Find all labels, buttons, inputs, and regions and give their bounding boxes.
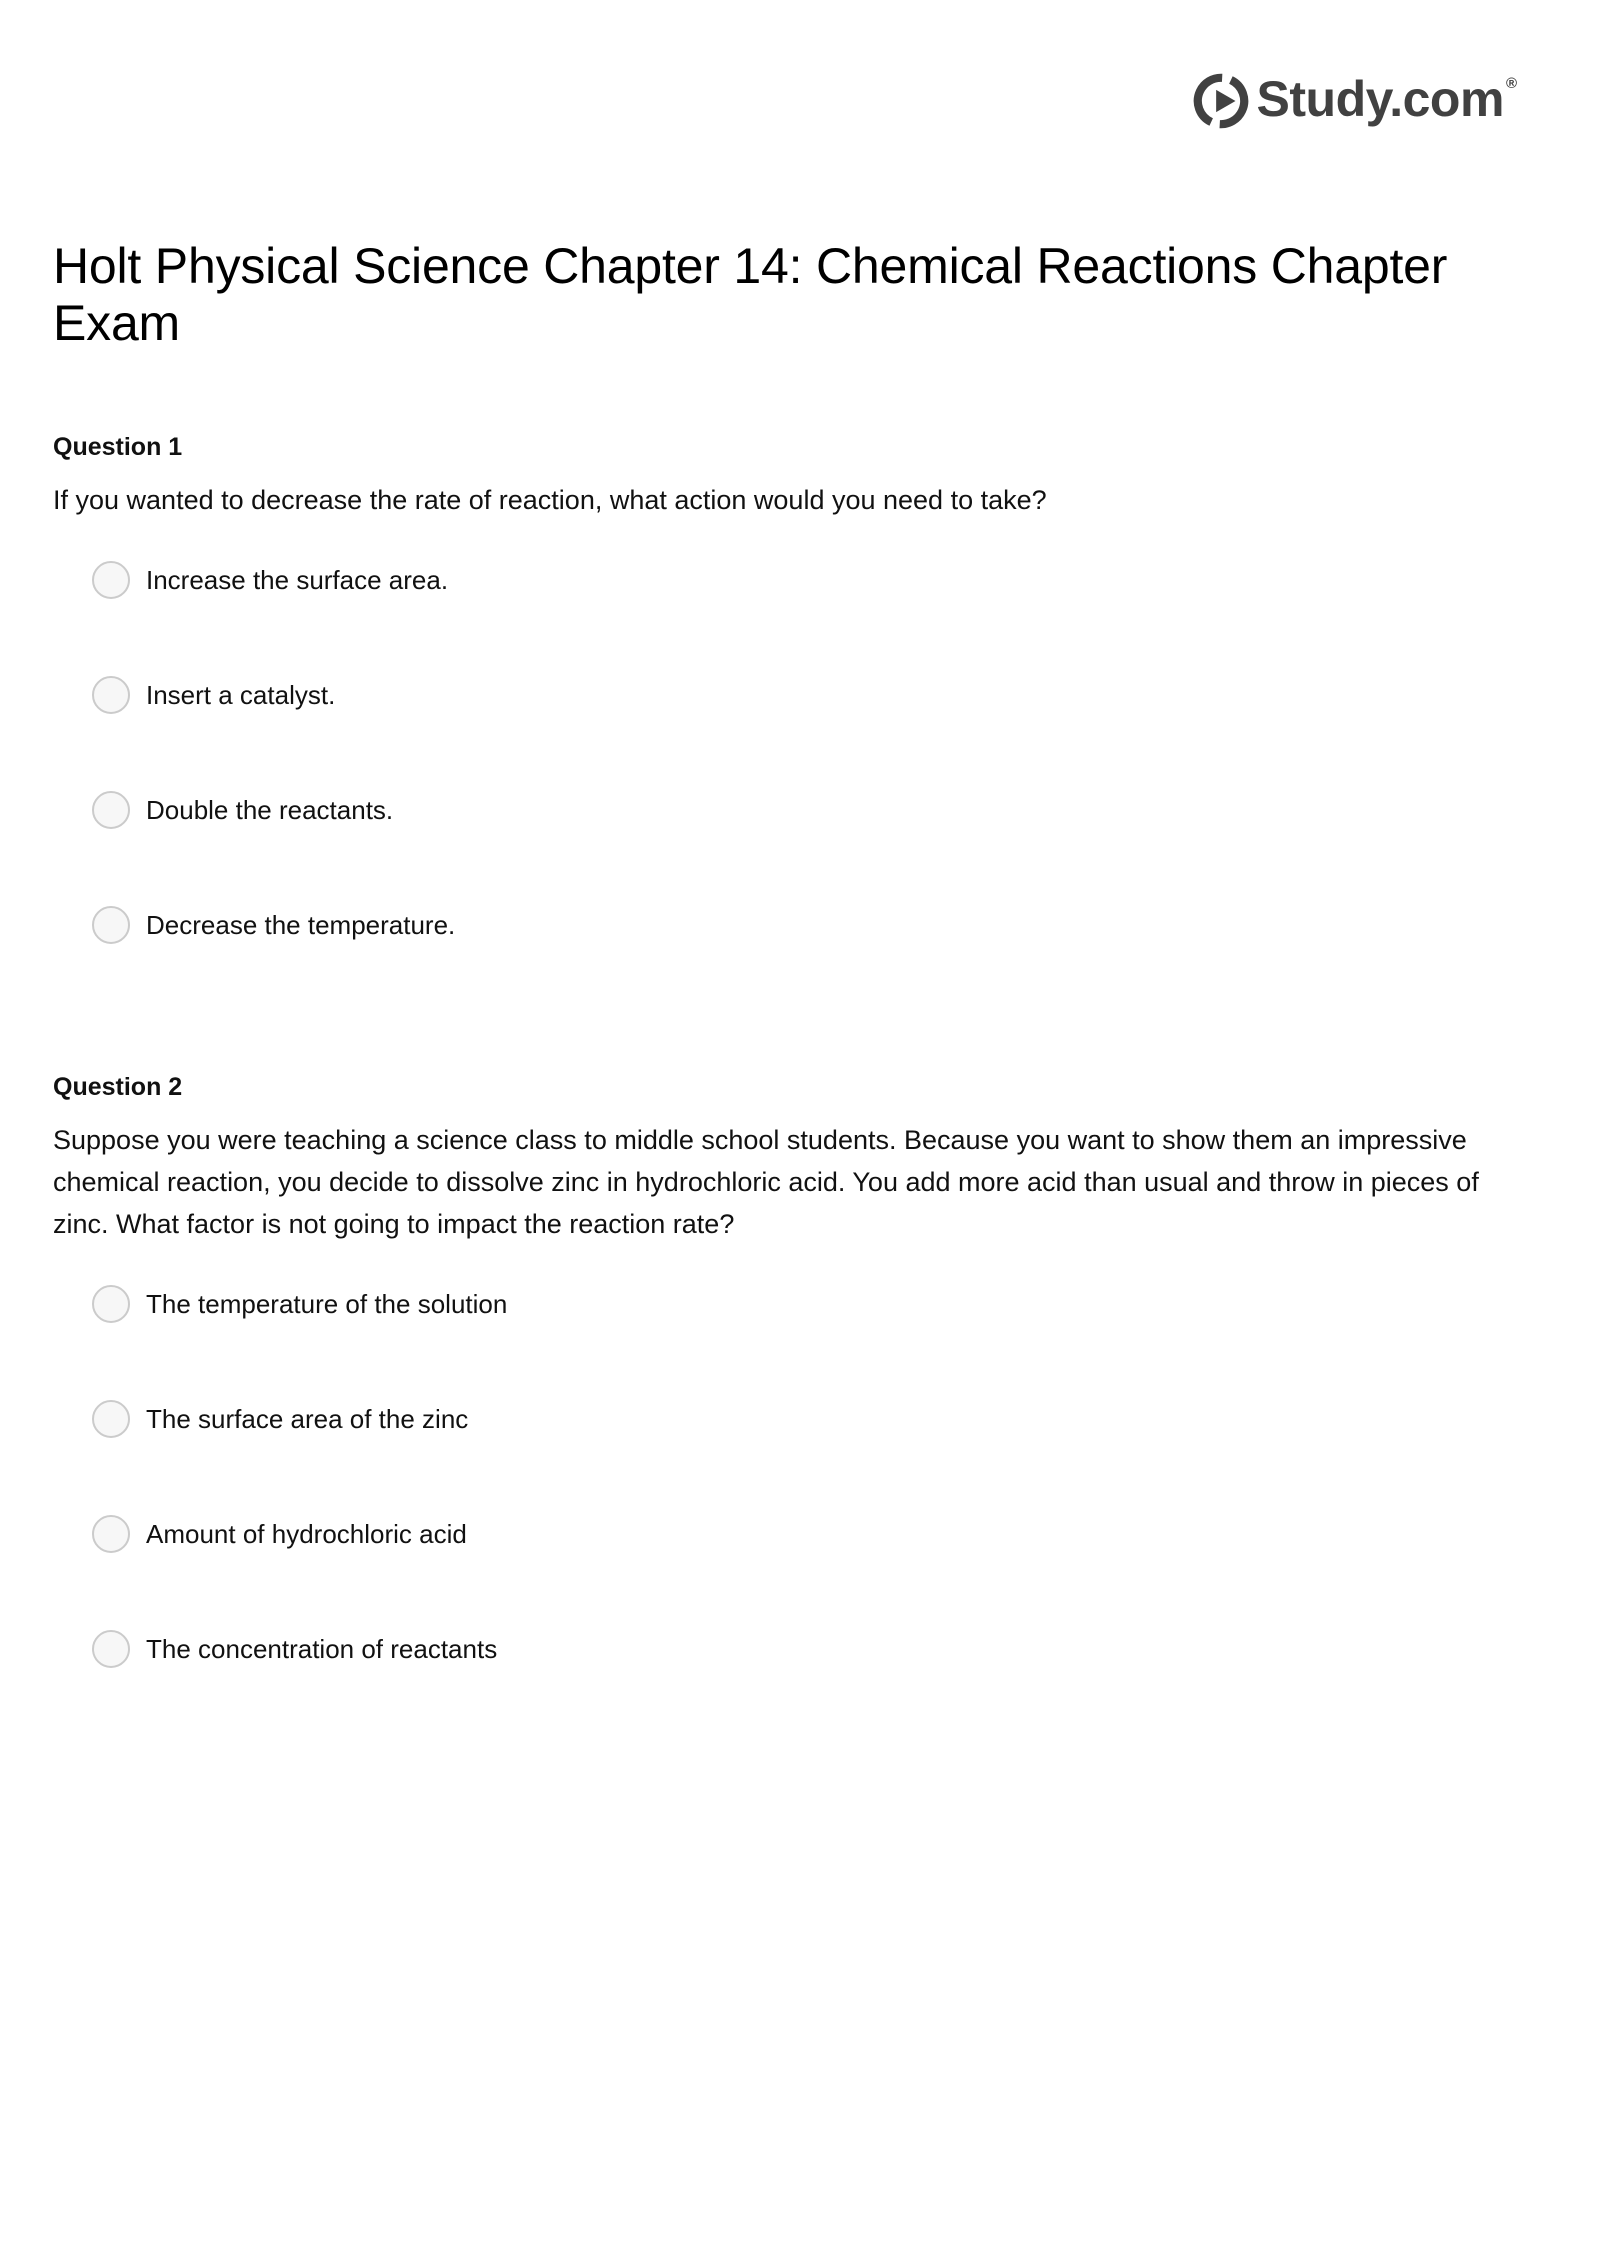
answer-option[interactable] — [92, 906, 1547, 944]
studycom-wordmark: Study.com — [1256, 71, 1504, 127]
answer-option[interactable] — [92, 676, 1547, 714]
question-2-label: Question 2 — [53, 1073, 183, 1101]
radio-button[interactable] — [92, 906, 130, 944]
play-circle-icon — [1192, 72, 1250, 130]
answer-option-label: The temperature of the solution — [146, 1289, 508, 1319]
answer-option[interactable] — [92, 561, 1547, 599]
question-1-block — [53, 432, 1547, 944]
answer-option-label: Double the reactants. — [146, 795, 394, 825]
radio-button[interactable] — [92, 1515, 130, 1553]
question-1-options — [92, 561, 1547, 944]
answer-option-label: The concentration of reactants — [146, 1634, 498, 1664]
radio-button[interactable] — [92, 1630, 130, 1668]
radio-button[interactable] — [92, 676, 130, 714]
question-2-text: Suppose you were teaching a science class to middle school students. Because you want to show them an impressive chemical reaction, you decide to dissolve zinc in hydrochloric acid. You add more acid than usual and throw in pieces of zinc. What factor is not going to impact the reaction rate? — [53, 1125, 1479, 1239]
answer-option-label: Amount of hydrochloric acid — [146, 1519, 467, 1549]
question-1-label: Question 1 — [53, 433, 183, 461]
answer-option[interactable] — [92, 1285, 1547, 1323]
registered-trademark-symbol: ® — [1505, 75, 1517, 92]
question-1-text: If you wanted to decrease the rate of reaction, what action would you need to take? — [53, 485, 1047, 515]
radio-button[interactable] — [92, 1285, 130, 1323]
answer-option[interactable] — [92, 791, 1547, 829]
answer-option-label: The surface area of the zinc — [146, 1404, 469, 1434]
radio-button[interactable] — [92, 561, 130, 599]
answer-option[interactable] — [92, 1400, 1547, 1438]
answer-option-label: Decrease the temperature. — [146, 910, 456, 940]
answer-option-label: Increase the surface area. — [146, 565, 449, 595]
studycom-logo — [1192, 70, 1517, 130]
answer-option-label: Insert a catalyst. — [146, 680, 336, 710]
radio-button[interactable] — [92, 791, 130, 829]
answer-option[interactable] — [92, 1630, 1547, 1668]
question-2-options — [92, 1285, 1547, 1668]
radio-button[interactable] — [92, 1400, 130, 1438]
answer-option[interactable] — [92, 1515, 1547, 1553]
page-title: Holt Physical Science Chapter 14: Chemical Reactions Chapter Exam — [53, 238, 1448, 351]
question-2-block — [53, 1072, 1547, 1668]
